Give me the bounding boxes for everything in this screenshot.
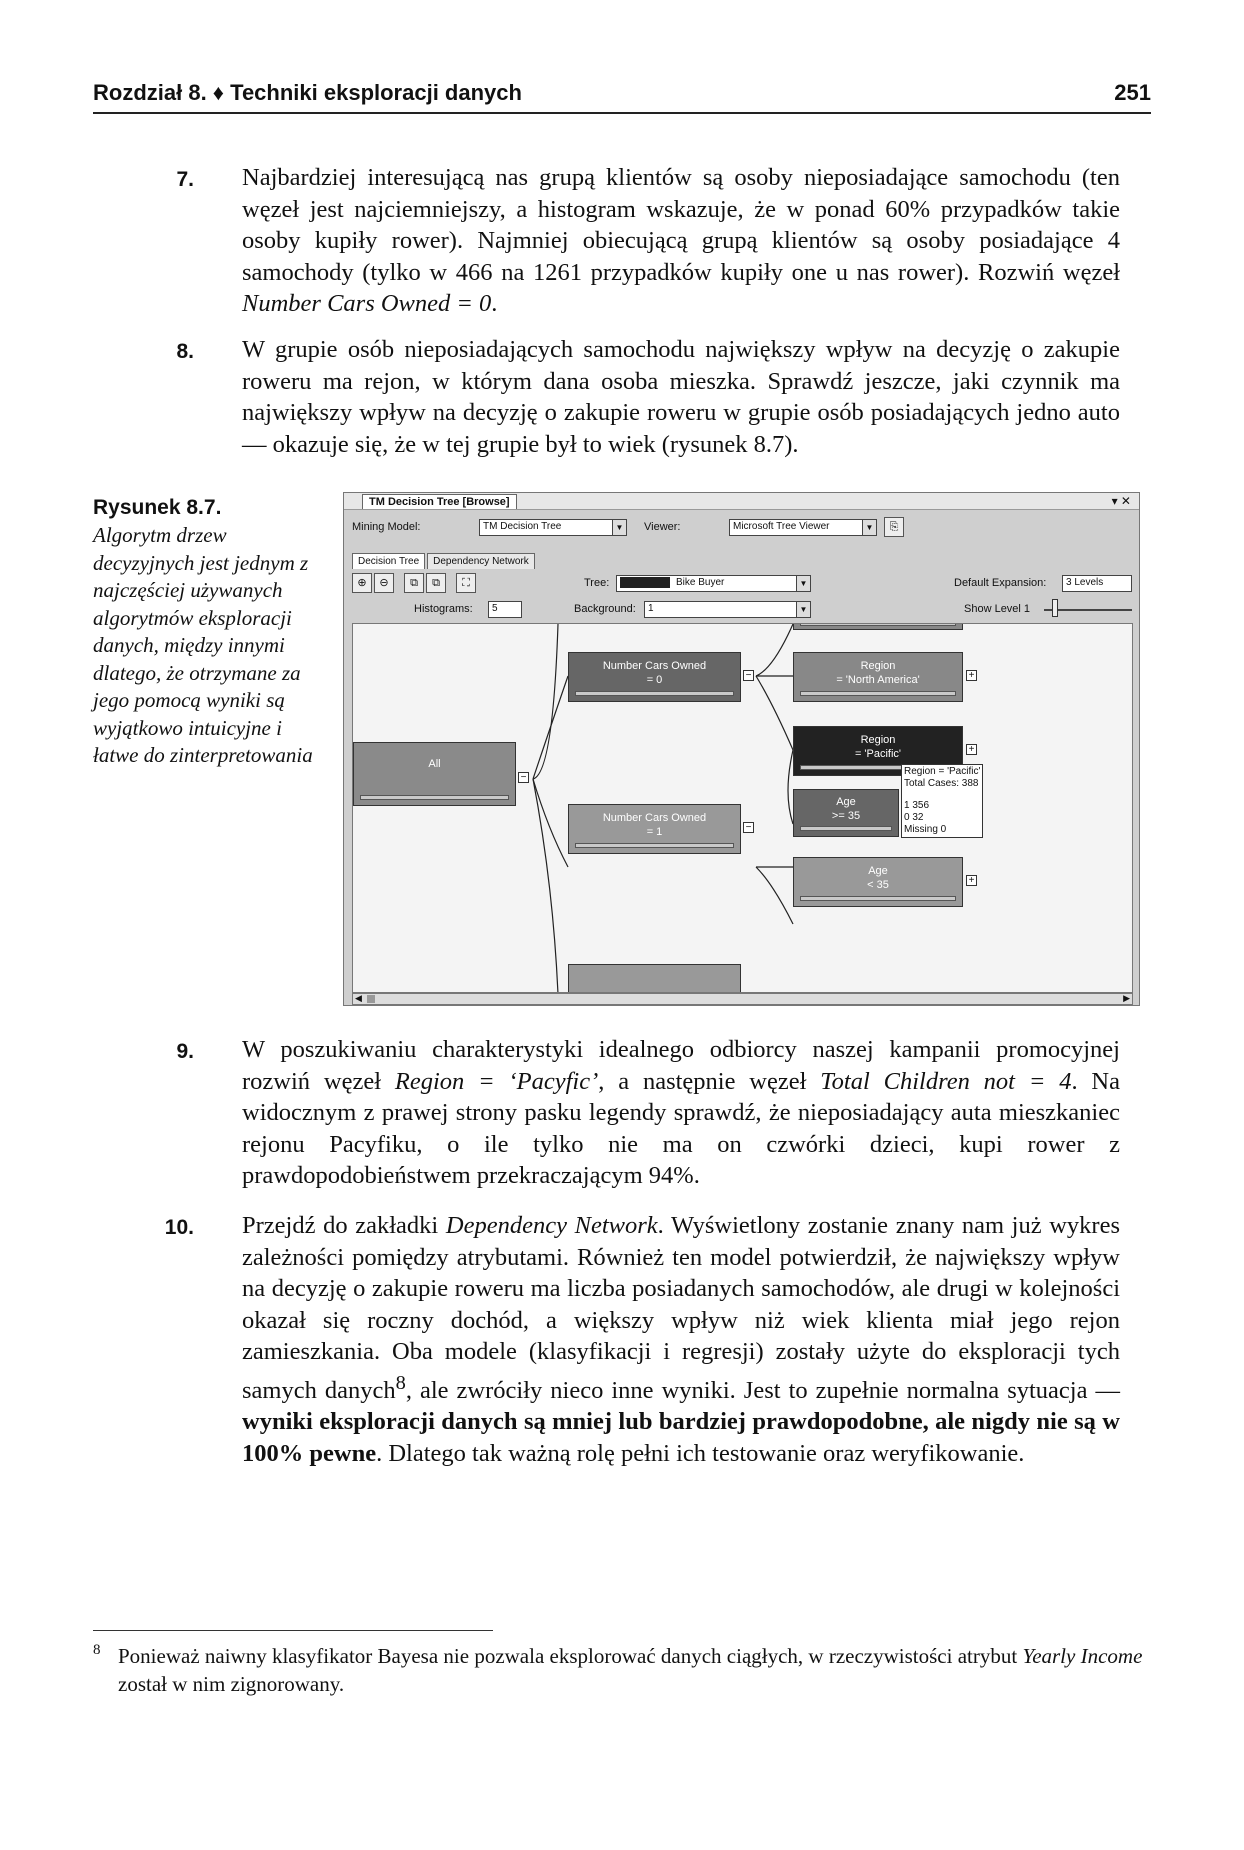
text-run: . [491, 290, 498, 317]
tooltip-line: 0 32 [904, 812, 924, 823]
node-histogram [800, 623, 956, 626]
text-run: Dependency Network [445, 1212, 658, 1239]
horizontal-scrollbar[interactable] [352, 993, 1133, 1005]
viewer-select[interactable] [729, 519, 877, 536]
text-run: , a następnie węzeł [598, 1067, 821, 1095]
node-histogram [575, 691, 734, 696]
histograms-label: Histograms: [414, 603, 473, 615]
expand-icon[interactable]: + [966, 744, 977, 755]
node-label: Number Cars Owned [602, 812, 707, 824]
tree-node-partial[interactable] [793, 623, 963, 630]
node-histogram [800, 691, 956, 696]
item-text [200, 1034, 1120, 1192]
default-expansion-value: 3 Levels [1066, 577, 1104, 588]
item-number: 8. [176, 340, 194, 363]
histograms-spinner[interactable] [488, 601, 522, 618]
tree-node-cars-owned-1[interactable] [568, 804, 741, 854]
node-label: All [428, 758, 441, 770]
chevron-down-icon: ▼ [612, 520, 626, 535]
fit-to-window-icon[interactable]: ⛶ [456, 573, 476, 593]
footnote-text [93, 1642, 1151, 1698]
show-level-label: Show Level 1 [964, 603, 1031, 615]
node-tooltip [901, 764, 983, 838]
node-condition: = 1 [646, 826, 663, 838]
tree-value: Bike Buyer [676, 577, 725, 589]
tab-decision-tree[interactable]: Decision Tree [352, 553, 425, 569]
footnote [93, 1642, 1151, 1698]
text-run: W grupie osób nieposiadających samochodu największy wpływ na decyzję o zakupie roweru ma rejon, w którym dana osoba mieszka. Sprawdź jeszcze, jaki czynnik ma największy wpływ na decyzję o zakupie roweru w grupie osób posiadających jedno auto — okazuje się, że w tej grupie był to wiek (rysunek 8.7). [242, 336, 1120, 458]
tree-node-all[interactable] [353, 742, 516, 806]
text-run: Przejdź do zakładki [242, 1212, 446, 1239]
item-number: 7. [176, 168, 194, 191]
default-expansion-label: Default Expansion: [954, 577, 1047, 589]
window-title[interactable]: TM Decision Tree [Browse] [362, 494, 517, 509]
text-run: został w nim zignorowany. [118, 1672, 345, 1696]
node-condition: = 0 [646, 674, 663, 686]
tooltip-line: Missing 0 [904, 824, 947, 835]
item-text [200, 162, 1120, 320]
list-item-9 [176, 1034, 1120, 1192]
chevron-down-icon: ▼ [796, 576, 810, 591]
copy-graph-icon[interactable]: ⧉ [404, 573, 424, 593]
zoom-in-icon[interactable]: ⊕ [352, 573, 372, 593]
copy-view-icon[interactable]: ⧉ [426, 573, 446, 593]
background-value: 1 [648, 603, 654, 614]
color-swatch [620, 577, 670, 588]
node-condition: = 'North America' [836, 674, 920, 686]
expand-icon[interactable]: + [966, 670, 977, 681]
node-histogram [800, 826, 892, 831]
tree-select[interactable] [616, 575, 811, 592]
text-run: Number Cars Owned = 0 [242, 290, 492, 317]
tree-node-cars-owned-0[interactable] [568, 652, 741, 702]
item-text [200, 1210, 1120, 1469]
node-label: Age [836, 796, 856, 808]
tab-dependency-network[interactable]: Dependency Network [427, 553, 535, 569]
background-label: Background: [574, 603, 636, 615]
node-condition: = 'Pacific' [854, 748, 902, 760]
tooltip-line [904, 790, 980, 800]
figure-caption [93, 496, 313, 770]
chevron-down-icon: ▼ [796, 602, 810, 617]
expand-icon[interactable]: − [743, 670, 754, 681]
text-run: W poszukiwaniu charakterystyki idealnego odbiorcy naszej kampanii promocyjnej rozwiń węzeł [242, 1036, 1120, 1095]
tree-label: Tree: [584, 577, 610, 589]
tooltip-line: Total Cases: 388 [904, 778, 979, 789]
item-text [200, 334, 1120, 460]
figure-caption-text: Algorytm drzew decyzyjnych jest jednym z najczęściej używanych algorytmów eksploracji danych, między innymi dlatego, że otrzymane za jego pomocą wyniki są wyjątkowo intuicyjne i łatwe do zinterpretowania [93, 523, 313, 767]
tree-node-age-over-35[interactable] [793, 789, 899, 837]
text-run: . Dlatego tak ważną rolę pełni ich testowanie oraz weryfikowanie. [376, 1439, 1025, 1467]
zoom-out-icon[interactable]: ⊖ [374, 573, 394, 593]
node-histogram [800, 896, 956, 901]
expand-icon[interactable]: + [966, 875, 977, 886]
list-item-10 [164, 1210, 1120, 1469]
node-histogram [575, 843, 734, 848]
expand-icon[interactable]: − [743, 822, 754, 833]
decision-tree-screenshot [343, 492, 1140, 1006]
page-number: 251 [1114, 80, 1151, 105]
mining-model-label: Mining Model: [352, 521, 421, 533]
scroll-left-icon[interactable]: ◀ [355, 993, 362, 1003]
tree-node-partial[interactable] [568, 964, 741, 993]
window-controls[interactable]: ▾ ✕ [1111, 494, 1131, 508]
mining-model-select[interactable] [479, 519, 627, 536]
text-run: Yearly Income [1022, 1644, 1143, 1668]
text-run: , ale zwróciły nieco inne wyniki. Jest to zupełnie normalna sytuacja — [405, 1376, 1120, 1404]
node-condition: >= 35 [831, 810, 861, 822]
text-run: . Wyświetlony zostanie znany nam już wykres zależności pomiędzy atrybutami. Również ten model potwierdził, że największy wpływ na decyzję o zakupie roweru ma liczba posiadanych samochodów, ale drugi w kolejności okazał się roczny dochód, a większy wpływ niż wiek klienta miał jego rejon zamieszkania. Oba modele (klasyfikacji i regresji) zostały użyte do eksploracji tych samych danych [242, 1212, 1120, 1404]
node-condition: < 35 [867, 879, 889, 891]
item-number: 9. [176, 1040, 194, 1063]
list-item-7 [176, 162, 1120, 320]
list-item-8 [176, 334, 1120, 460]
viewer-tabs [352, 553, 537, 573]
item-number: 10. [164, 1216, 194, 1239]
tooltip-line: 1 356 [904, 800, 930, 811]
chapter-title: Rozdział 8. ♦ Techniki eksploracji danych [93, 80, 522, 105]
background-select[interactable] [644, 601, 811, 618]
text-run: Region = ‘Pacyfic’ [394, 1067, 599, 1095]
mining-model-value: TM Decision Tree [483, 521, 562, 532]
viewer-value: Microsoft Tree Viewer [733, 521, 830, 532]
tree-node-age-under-35[interactable] [793, 857, 963, 907]
text-run: . Na widocznym z prawej strony pasku legendy sprawdź, że nieposiadający auta mieszkaniec rejonu Pacyfiku, o ile tylko nie ma on czwórki dzieci, kupi rower z prawdopodobieństwem przekraczającym 94%. [242, 1067, 1120, 1189]
tooltip-line: Region = 'Pacific' [904, 766, 981, 777]
text-run: 8 [395, 1371, 406, 1394]
histograms-value: 5 [492, 603, 498, 614]
running-header [93, 78, 1151, 114]
scroll-thumb[interactable] [367, 995, 375, 1003]
node-label: Region [860, 734, 896, 746]
node-label: Age [868, 865, 888, 877]
copy-icon[interactable]: ⎘ [884, 517, 904, 537]
figure-label: Rysunek 8.7. [93, 496, 222, 519]
node-histogram [360, 795, 509, 800]
footnote-rule [93, 1630, 493, 1631]
window-titlebar [344, 493, 1139, 510]
level-slider-handle[interactable] [1052, 599, 1058, 617]
footnote-number: 8 [93, 1642, 101, 1658]
text-run: Total Children not = 4 [820, 1067, 1072, 1095]
node-label: Number Cars Owned [602, 660, 707, 672]
expand-icon[interactable]: − [518, 772, 529, 783]
chevron-down-icon: ▼ [862, 520, 876, 535]
text-run: Najbardziej interesującą nas grupą klientów są osoby nieposiadające samochodu (ten węzeł jest najciemniejszy, a histogram wskazuje, że w ponad 60% przypadków takie osoby kupiły rower). Najmniej obiecującą grupą klientów są osoby posiadające 4 samochody (tylko w 466 na 1261 przypadków kupiły one u nas rower). Rozwiń węzeł [242, 164, 1120, 286]
tree-canvas[interactable] [352, 623, 1133, 993]
scroll-right-icon[interactable]: ▶ [1123, 993, 1130, 1003]
tree-node-region-north-america[interactable] [793, 652, 963, 702]
text-run: wyniki eksploracji danych są mniej lub bardziej prawdopodobne, ale nigdy nie są w 100% pewne [242, 1408, 1120, 1467]
viewer-label: Viewer: [644, 521, 681, 533]
default-expansion-select[interactable] [1062, 575, 1132, 592]
node-label: Region [860, 660, 896, 672]
text-run: Ponieważ naiwny klasyfikator Bayesa nie pozwala eksplorować danych ciągłych, w rzeczywistości atrybut [118, 1644, 1023, 1668]
